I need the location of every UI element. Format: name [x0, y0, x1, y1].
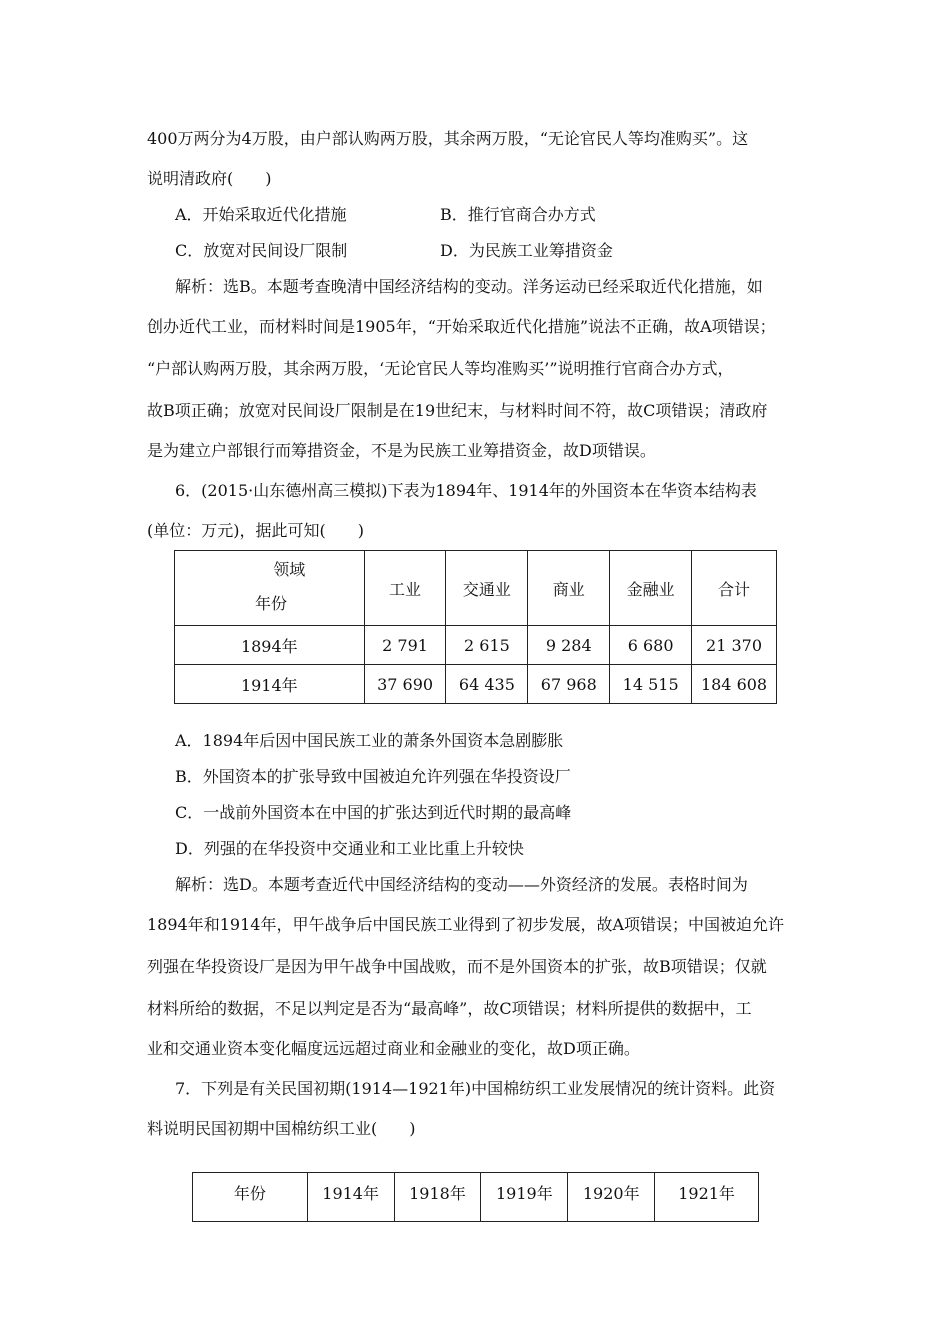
table-cell: 64 435: [446, 665, 528, 704]
q6-option-a: A．1894年后因中国民族工业的萧条外国资本急剧膨胀: [175, 731, 564, 750]
table-header-cell: 交通业: [446, 551, 528, 626]
table-header-cell: 年份: [193, 1173, 308, 1222]
q5-option-d: D．为民族工业筹措资金: [440, 241, 613, 260]
corner-label-year: 年份: [255, 594, 288, 613]
q7-stem-line2: 料说明民国初期中国棉纺织工业( ): [147, 1119, 416, 1138]
table-cell: 67 968: [528, 665, 610, 704]
q7-stem-line1: 7．下列是有关民国初期(1914—1921年)中国棉纺织工业发展情况的统计资料。此资: [175, 1079, 776, 1098]
q5-analysis-line5: 是为建立户部银行而筹措资金，不是为民族工业筹措资金，故D项错误。: [147, 441, 656, 460]
q6-analysis-line4: 材料所给的数据，不足以判定是否为“最高峰”，故C项错误；材料所提供的数据中，工: [147, 999, 752, 1018]
q5-option-b: B．推行官商合办方式: [440, 205, 596, 224]
q6-capital-table: [174, 550, 777, 704]
table-header-cell: 合计: [692, 551, 777, 626]
q5-analysis-line3: “户部认购两万股，其余两万股，‘无论官民人等均准购买’”说明推行官商合办方式，: [147, 359, 734, 378]
q6-option-b: B．外国资本的扩张导致中国被迫允许列强在华投资设厂: [175, 767, 571, 786]
q5-analysis-line1: 解析：选B。本题考查晚清中国经济结构的变动。洋务运动已经采取近代化措施，如: [175, 277, 763, 296]
q5-analysis-line2: 创办近代工业，而材料时间是1905年，“开始采取近代化措施”说法不正确，故A项错误；: [147, 317, 776, 336]
q6-stem-line1: 6．(2015·山东德州高三模拟)下表为1894年、1914年的外国资本在华资本结构表: [175, 481, 757, 500]
table-cell: 2 615: [446, 626, 528, 665]
corner-label-field: 领域: [273, 560, 306, 579]
q6-analysis-line5: 业和交通业资本变化幅度远远超过商业和金融业的变化，故D项正确。: [147, 1039, 640, 1058]
table-year-cell: 1914年: [175, 665, 365, 704]
table-header-cell: 商业: [528, 551, 610, 626]
table-row: [175, 626, 777, 665]
table-header-cell: 1920年: [568, 1173, 655, 1222]
q6-option-c: C．一战前外国资本在中国的扩张达到近代时期的最高峰: [175, 803, 572, 822]
q5-option-a: A．开始采取近代化措施: [175, 205, 347, 224]
table-cell: 6 680: [610, 626, 692, 665]
table-cell: 21 370: [692, 626, 777, 665]
table-year-cell: 1894年: [175, 626, 365, 665]
q6-analysis-line1: 解析：选D。本题考查近代中国经济结构的变动——外资经济的发展。表格时间为: [175, 875, 748, 894]
table-cell: 2 791: [364, 626, 446, 665]
q6-analysis-line3: 列强在华投资设厂是因为甲午战争中国战败，而不是外国资本的扩张，故B项错误；仅就: [147, 957, 767, 976]
q7-cotton-table: [192, 1172, 759, 1222]
table-corner-cell: [175, 551, 365, 626]
table-header-row: [175, 551, 777, 626]
table-header-cell: 1918年: [394, 1173, 481, 1222]
q6-option-d: D．列强的在华投资中交通业和工业比重上升较快: [175, 839, 524, 858]
table-row: [175, 665, 777, 704]
table-header-cell: 1914年: [307, 1173, 394, 1222]
table-header-cell: 工业: [364, 551, 446, 626]
q6-analysis-line2: 1894年和1914年，甲午战争后中国民族工业得到了初步发展，故A项错误；中国被迫允许: [147, 915, 784, 934]
table-cell: 9 284: [528, 626, 610, 665]
q6-stem-line2: (单位：万元)，据此可知( ): [147, 521, 364, 540]
table-cell: 37 690: [364, 665, 446, 704]
table-cell: 14 515: [610, 665, 692, 704]
q5-option-c: C．放宽对民间设厂限制: [175, 241, 348, 260]
table-cell: 184 608: [692, 665, 777, 704]
table-header-row: [193, 1173, 759, 1222]
q5-stem-line1: 400万两分为4万股，由户部认购两万股，其余两万股，“无论官民人等均准购买”。这: [147, 129, 749, 148]
table-header-cell: 1921年: [655, 1173, 759, 1222]
table-header-cell: 1919年: [481, 1173, 568, 1222]
q5-analysis-line4: 故B项正确；放宽对民间设厂限制是在19世纪末，与材料时间不符，故C项错误；清政府: [147, 401, 768, 420]
q5-stem-line2: 说明清政府( ): [147, 169, 272, 188]
table-header-cell: 金融业: [610, 551, 692, 626]
